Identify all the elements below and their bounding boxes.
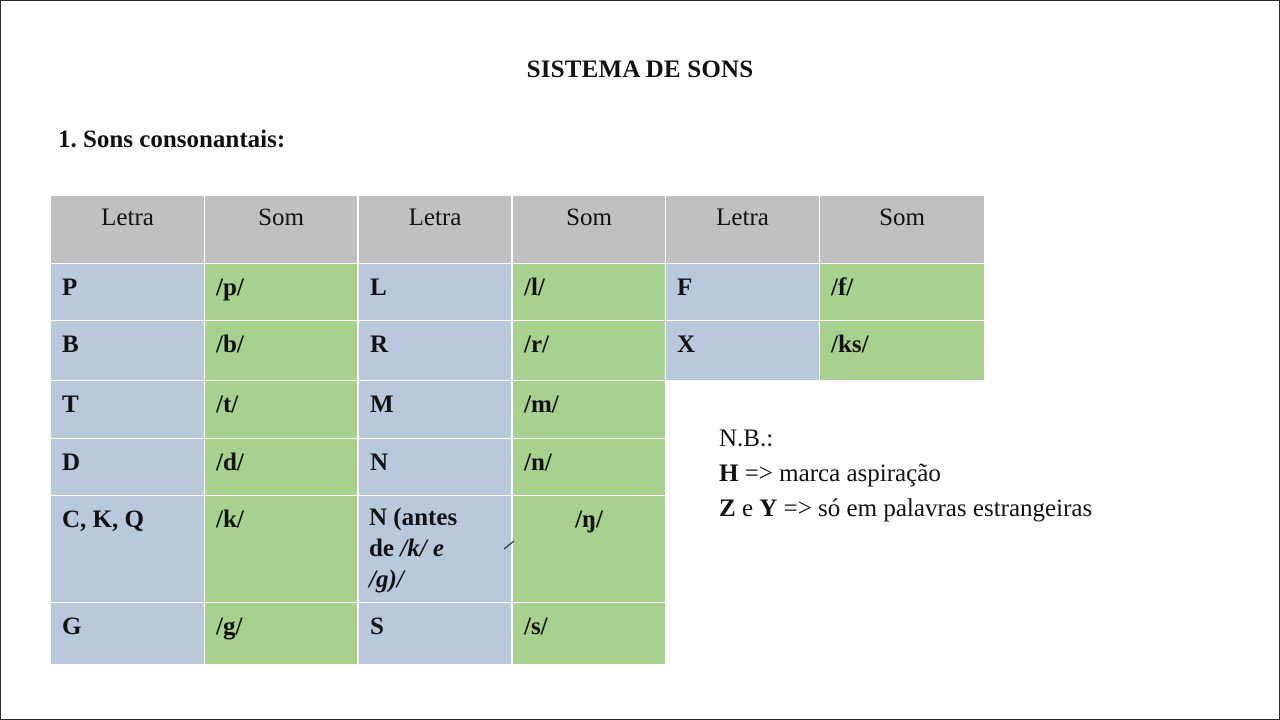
table-cell: N — [359, 439, 511, 495]
table-cell: P — [51, 264, 204, 320]
table-cell: F — [666, 264, 819, 320]
header-som-3: Som — [820, 196, 984, 263]
nasal-line-3 — [369, 564, 511, 595]
note-z-letter: Z — [719, 495, 736, 522]
table-cell: /l/ — [513, 264, 665, 320]
nasal-line-1: N (antes — [369, 504, 458, 531]
table-cell: /ŋ/ — [513, 496, 665, 602]
table-cell: D — [51, 439, 204, 495]
note-heading: N.B.: — [719, 425, 774, 452]
table-cell: /ks/ — [820, 321, 984, 380]
nasal-line-3-text: /g)/ — [369, 566, 404, 593]
note-line-zy — [719, 491, 1092, 526]
table-cell: /s/ — [513, 603, 665, 664]
header-som-2: Som — [513, 196, 665, 263]
table-cell: S — [359, 603, 511, 664]
table-cell: /n/ — [513, 439, 665, 495]
table-cell: /f/ — [820, 264, 984, 320]
table-cell: /b/ — [205, 321, 357, 380]
table-cell: M — [359, 381, 511, 438]
table-cell: /t/ — [205, 381, 357, 438]
page-title: SISTEMA DE SONS — [526, 56, 754, 83]
section-heading: 1. Sons consonantais: — [58, 126, 286, 153]
table-cell: /g/ — [205, 603, 357, 664]
table-cell: /k/ — [205, 496, 357, 602]
header-letra-1: Letra — [51, 196, 204, 263]
note-zy-text: => só em palavras estrangeiras — [777, 495, 1093, 522]
pen-mark-icon — [503, 540, 515, 550]
nasal-line-2a: de — [369, 535, 401, 562]
header-som-1: Som — [205, 196, 357, 263]
note-line-h — [719, 456, 1092, 491]
table-cell: T — [51, 381, 204, 438]
table-cell-nasal — [359, 496, 511, 602]
table-cell: L — [359, 264, 511, 320]
nasal-line-2b: /k/ e — [400, 535, 444, 562]
table-cell: R — [359, 321, 511, 380]
header-letra-3: Letra — [666, 196, 819, 263]
note-zy-mid: e — [735, 495, 760, 522]
table-cell: C, K, Q — [51, 496, 204, 602]
note-block — [719, 421, 1092, 526]
header-letra-2: Letra — [359, 196, 511, 263]
table-cell: X — [666, 321, 819, 380]
table-cell: B — [51, 321, 204, 380]
table-cell: /d/ — [205, 439, 357, 495]
note-y-letter: Y — [759, 495, 778, 522]
note-h-text: => marca aspiração — [738, 460, 941, 487]
table-cell: /m/ — [513, 381, 665, 438]
note-h-letter: H — [719, 460, 739, 487]
table-cell: /r/ — [513, 321, 665, 380]
nasal-line-2 — [369, 533, 511, 564]
table-cell: /p/ — [205, 264, 357, 320]
table-cell: G — [51, 603, 204, 664]
